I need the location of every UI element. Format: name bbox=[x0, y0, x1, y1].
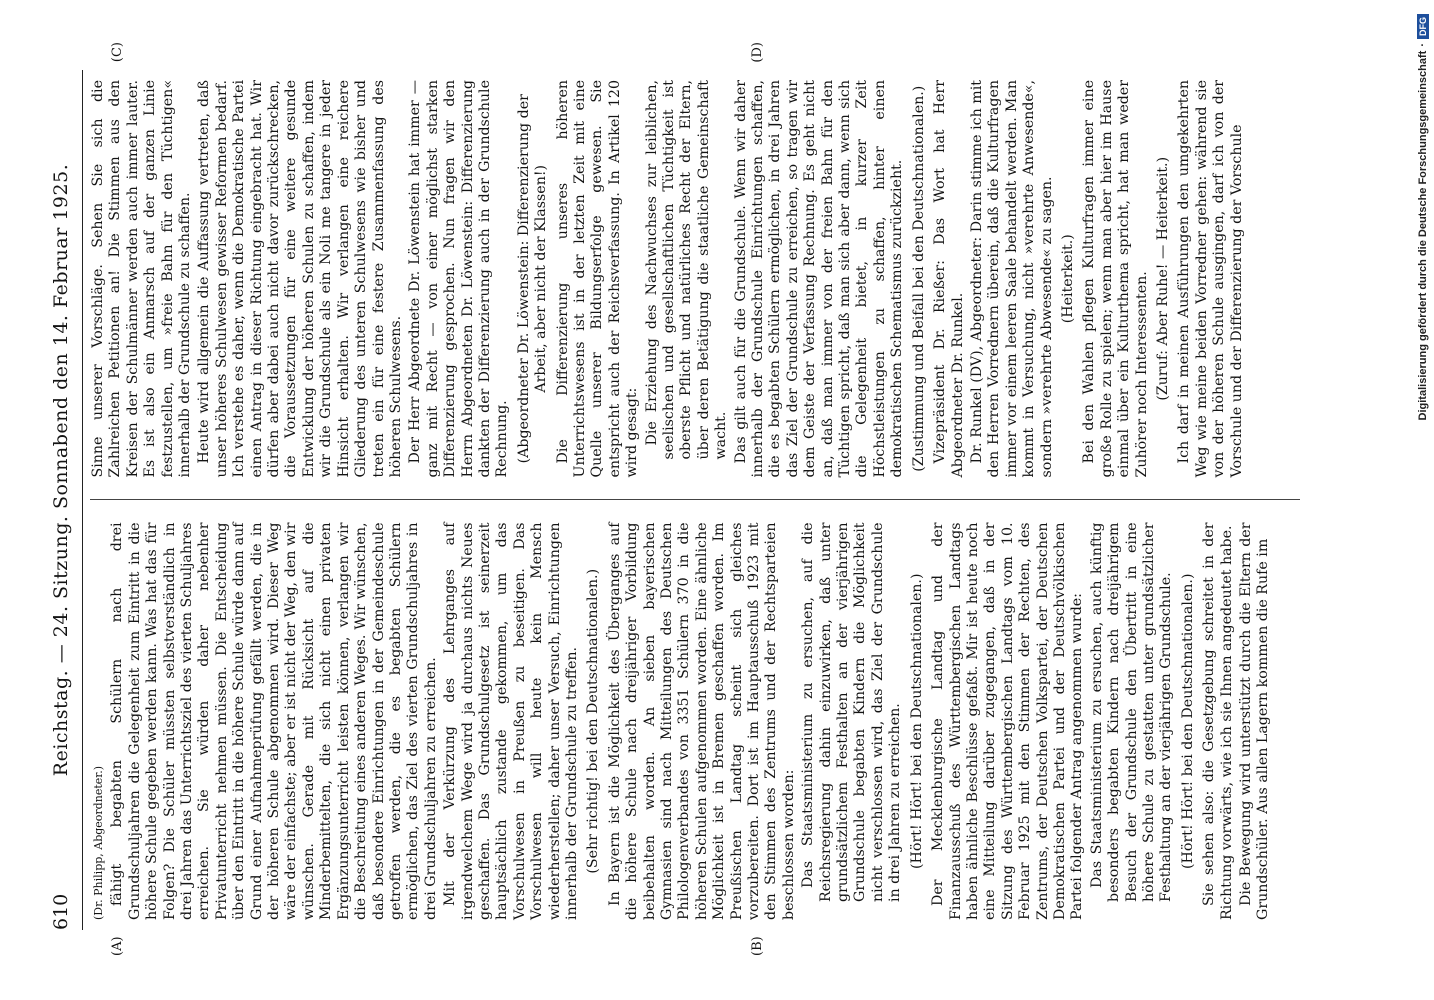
paragraph: Vizepräsident Dr. Rießer: Das Wort hat Herr Abgeordneter Dr. Runkel. bbox=[932, 80, 966, 478]
digitization-credit-text: Digitalisierung gefördert durch die Deutsche Forschungsgemeinschaft bbox=[1417, 50, 1429, 421]
paragraph: Der Herr Abgeordnete Dr. Löwenstein hat immer — ganz mit Recht — von einer möglichst starken Differenzierung gesprochen. Nun fragen wir den Herrn Abgeordneten Dr. Löwenstein: Differenzierung dankten der Differenzierung auch in der Grundschule Rechnung. bbox=[407, 80, 511, 478]
paragraph: fähigt begabten Schülern nach drei Grundschuljahren die Gelegenheit zum Eintritt in die höhere Schule gegeben werden kann. Was hat das für Folgen? Die Schüler müssten selbstverständlich in drei Jahren das Unterrichtsziel des vierten Schuljahres erreichen. Sie würden daher nebenher Privatunterricht nehmen müssen. Die Entscheidung über den Eintritt in die höhere Schule würde dann auf Grund einer Aufnahmeprüfung gefällt werden, die in der höheren Schule abgenommen wird. Dieser Weg wäre der einfachste; aber er ist nicht der Weg, den wir wünschen. Gerade mit Rücksicht auf die Minderbemittelten, die sich nicht einen privaten Ergänzungsunterricht leisten können, verlangen wir die Beschreitung eines anderen Weges. Wir wünschen, daß besondere Einrichtungen in der Gemeindeschule getroffen werden, die es begabten Schülern ermöglichen, das Ziel des vierten Grundschuljahres in drei Grundschuljahren zu erreichen. bbox=[109, 522, 439, 920]
interjection: (Zuruf: Aber Ruhe! — Heiterkeit.) bbox=[1154, 156, 1171, 401]
margin-marker-d: (D) bbox=[750, 42, 765, 63]
text-columns bbox=[90, 80, 1300, 920]
interjection: (Heiterkeit.) bbox=[1059, 234, 1076, 324]
paragraph: Der Mecklenburgische Landtag und der Finanzausschuß des Württembergischen Landtags haben ähnliche Beschlüsse gefaßt. Mir ist heute noch eine Mitteilung darüber zugegangen, daß in der Sitzung des Württembergischen Landtags vom 10. Februar 1925 mit den Stimmen der Rechten, des Zentrums, der Deutschen Volkspartei, der Deutschen Demokratischen Partei und der Deutschvölkischen Partei folgender Antrag angenommen wurde: bbox=[930, 522, 1086, 920]
quoted-text: Das Staatsministerium zu ersuchen, auch künftig besonders begabten Kindern nach dreijährigem Besuch der Grundschule den Übertritt in eine höhere Schule zu gestatten unter grundsätzlicher Festhaltung an der vierjährigen Grundschule. bbox=[1088, 522, 1175, 902]
header-rule bbox=[82, 70, 83, 930]
interjection: (Abgeordneter Dr. Löwenstein: Differenzierung der Arbeit, aber nicht der Klassen!) bbox=[515, 94, 550, 464]
document-page bbox=[50, 42, 1310, 956]
left-column bbox=[90, 523, 1300, 921]
interjection: (Zustimmung und Beifall bei den Deutschnationalen.) bbox=[910, 85, 927, 472]
quoted-text: Das Staatsministerium zu ersuchen, auf die Reichsregierung dahin einzuwirken, daß unter grundsätzlichem Festhalten an der vierjährigen Grundschule begabten Kindern die Möglichkeit nicht verschlossen wird, das Ziel der Grundschule in drei Jahren zu erreichen. bbox=[800, 522, 904, 902]
paragraph: Heute wird allgemein die Auffassung vertreten, daß unser höheres Schulwesen gewisser Reformen bedarf. Ich verstehe es daher, wenn die Demokratische Partei einen Antrag in dieser Richtung eingebracht hat. Wir dürfen aber dabei auch nicht davor zurückschrecken, die Voraussetzungen für eine weitere gesunde Entwicklung der höheren Schulen zu schaffen, indem wir die Grundschule als ein Noli me tangere in jeder Hinsicht erhalten. Wir verlangen eine reichere Gliederung des unteren Schulwesens wie bisher und treten ein für eine festere Zusammenfassung des höheren Schulwesens. bbox=[196, 80, 404, 478]
digitization-credit-strip bbox=[1410, 0, 1432, 1000]
page-number: 610 bbox=[50, 893, 72, 930]
paragraph: Die Bewegung wird unterstützt durch die Eltern der Grundschüler. Aus allen Lagern kommen die Rufe im bbox=[1238, 522, 1272, 920]
paragraph: Sinne unserer Vorschläge. Sehen Sie sich die Zahlreichen Petitionen an! Die Stimmen aus den Kreisen der Schulmänner werden auch immer lauter. Es ist also ein Anmarsch auf der ganzen Linie festzustellen, um »freie Bahn für den Tüchtigen« innerhalb der Grundschule zu schaffen. bbox=[90, 80, 194, 478]
page-header bbox=[50, 70, 78, 930]
dfg-logo: DFG bbox=[1417, 14, 1429, 39]
paragraph: Ich darf in meinen Ausführungen den umgekehrten Weg wie meine beiden Vorredner gehen: während sie von der höheren Schule ausgingen, darf ich von der Vorschule und der Differenzierung der Vorschule bbox=[1176, 80, 1245, 478]
paragraph: Bei den Wahlen pflegen Kulturfragen immer eine große Rolle zu spielen; wenn man aber hier im Hause einmal über ein Kulturthema spricht, hat man weder Zuhörer noch Interessenten. bbox=[1081, 80, 1150, 478]
paragraph: In Bayern ist die Möglichkeit des Überganges auf die höhere Schule nach dreijähriger Vorbildung beibehalten worden. An sieben bayerischen Gymnasien sind nach Mitteilungen des Deutschen Philologenverbandes von 3351 Schülern 370 in die höheren Schulen aufgenommen worden. Eine ähnliche Möglichkeit ist in Bremen geschaffen worden. Im Preußischen Landtag scheint sich gleiches vorzubereiten. Dort ist im Hauptausschuß 1923 mit den Stimmen des Zentrums und der Rechtsparteien beschlossen worden: bbox=[606, 522, 797, 920]
margin-marker-c: (C) bbox=[110, 42, 125, 63]
digitization-credit: Digitalisierung gefördert durch die Deutsche Forschungsgemeinschaft · DFG bbox=[1414, 0, 1432, 1000]
interjection: (Sehr richtig! bei den Deutschnationalen.) bbox=[585, 568, 602, 874]
column-divider bbox=[90, 500, 1300, 501]
paragraph: Dr. Runkel (DV), Abgeordneter: Darin stimme ich mit den Herren Vorrednern überein, daß die Kulturfragen immer vor einem leeren Saale behandelt werden. Man kommt in Versuchung, nicht »verehrte Anwesende«, sondern »verehrte Abwesende« zu sagen. bbox=[968, 80, 1055, 478]
speaker-line: (Dr. Philipp, Abgeordneter.) bbox=[92, 765, 105, 920]
running-head: Reichstag. — 24. Sitzung. Sonnabend den 14. Februar 1925. bbox=[50, 163, 72, 777]
margin-marker-a: (A) bbox=[110, 936, 125, 956]
interjection: (Hört! Hört! bei den Deutschnationalen.) bbox=[908, 573, 925, 869]
right-column bbox=[90, 80, 1300, 478]
paragraph: Mit der Verkürzung des Lehrganges auf irgendwelchem Wege wird ja durchaus nichts Neues geschaffen. Das Grundschulgesetz ist seinerzeit hauptsächlich zustande gekommen, um das Vorschulwesen in Preußen zu beseitigen. Das Vorschulwesen will heute kein Mensch wiederherstellen; daher unser Versuch, Einrichtungen innerhalb der Grundschule zu treffen. bbox=[442, 522, 580, 920]
quoted-text: Die Erziehung des Nachwuchses zur leiblichen, seelischen und gesellschaftlichen Tüchtigkeit ist oberste Pflicht und natürliches Recht der Eltern, über deren Betätigung die staatliche Gemeinschaft wacht. bbox=[643, 80, 730, 460]
interjection: (Hört! Hört! bei den Deutschnationalen.) bbox=[1179, 573, 1196, 869]
paragraph: Das gilt auch für die Grundschule. Wenn wir daher innerhalb der Grundschule Einrichtungen schaffen, die es begabten Schülern ermöglichen, in drei Jahren das Ziel der Grundschule zu erreichen, so tragen wir dem Geiste der Verfassung Rechnung. Es geht nicht an, daß man immer von der freien Bahn für den Tüchtigen spricht, daß man sich aber dann, wenn sich die Gelegenheit bietet, in kurzer Zeit Höchstleistungen zu schaffen, hinter einen demokratischen Schematismus zurückzieht. bbox=[732, 80, 906, 478]
paragraph: Die Differenzierung unseres höheren Unterrichtswesens ist in der letzten Zeit mit eine Quelle unserer Bildungserfolge gewesen. Sie entspricht auch der Reichsverfassung. In Artikel 120 wird gesagt: bbox=[554, 80, 641, 478]
paragraph: Sie sehen also: die Gesetzgebung schreitet in der Richtung vorwärts, wie ich sie Ihnen angedeutet habe. bbox=[1201, 522, 1235, 920]
margin-marker-b: (B) bbox=[750, 936, 765, 956]
